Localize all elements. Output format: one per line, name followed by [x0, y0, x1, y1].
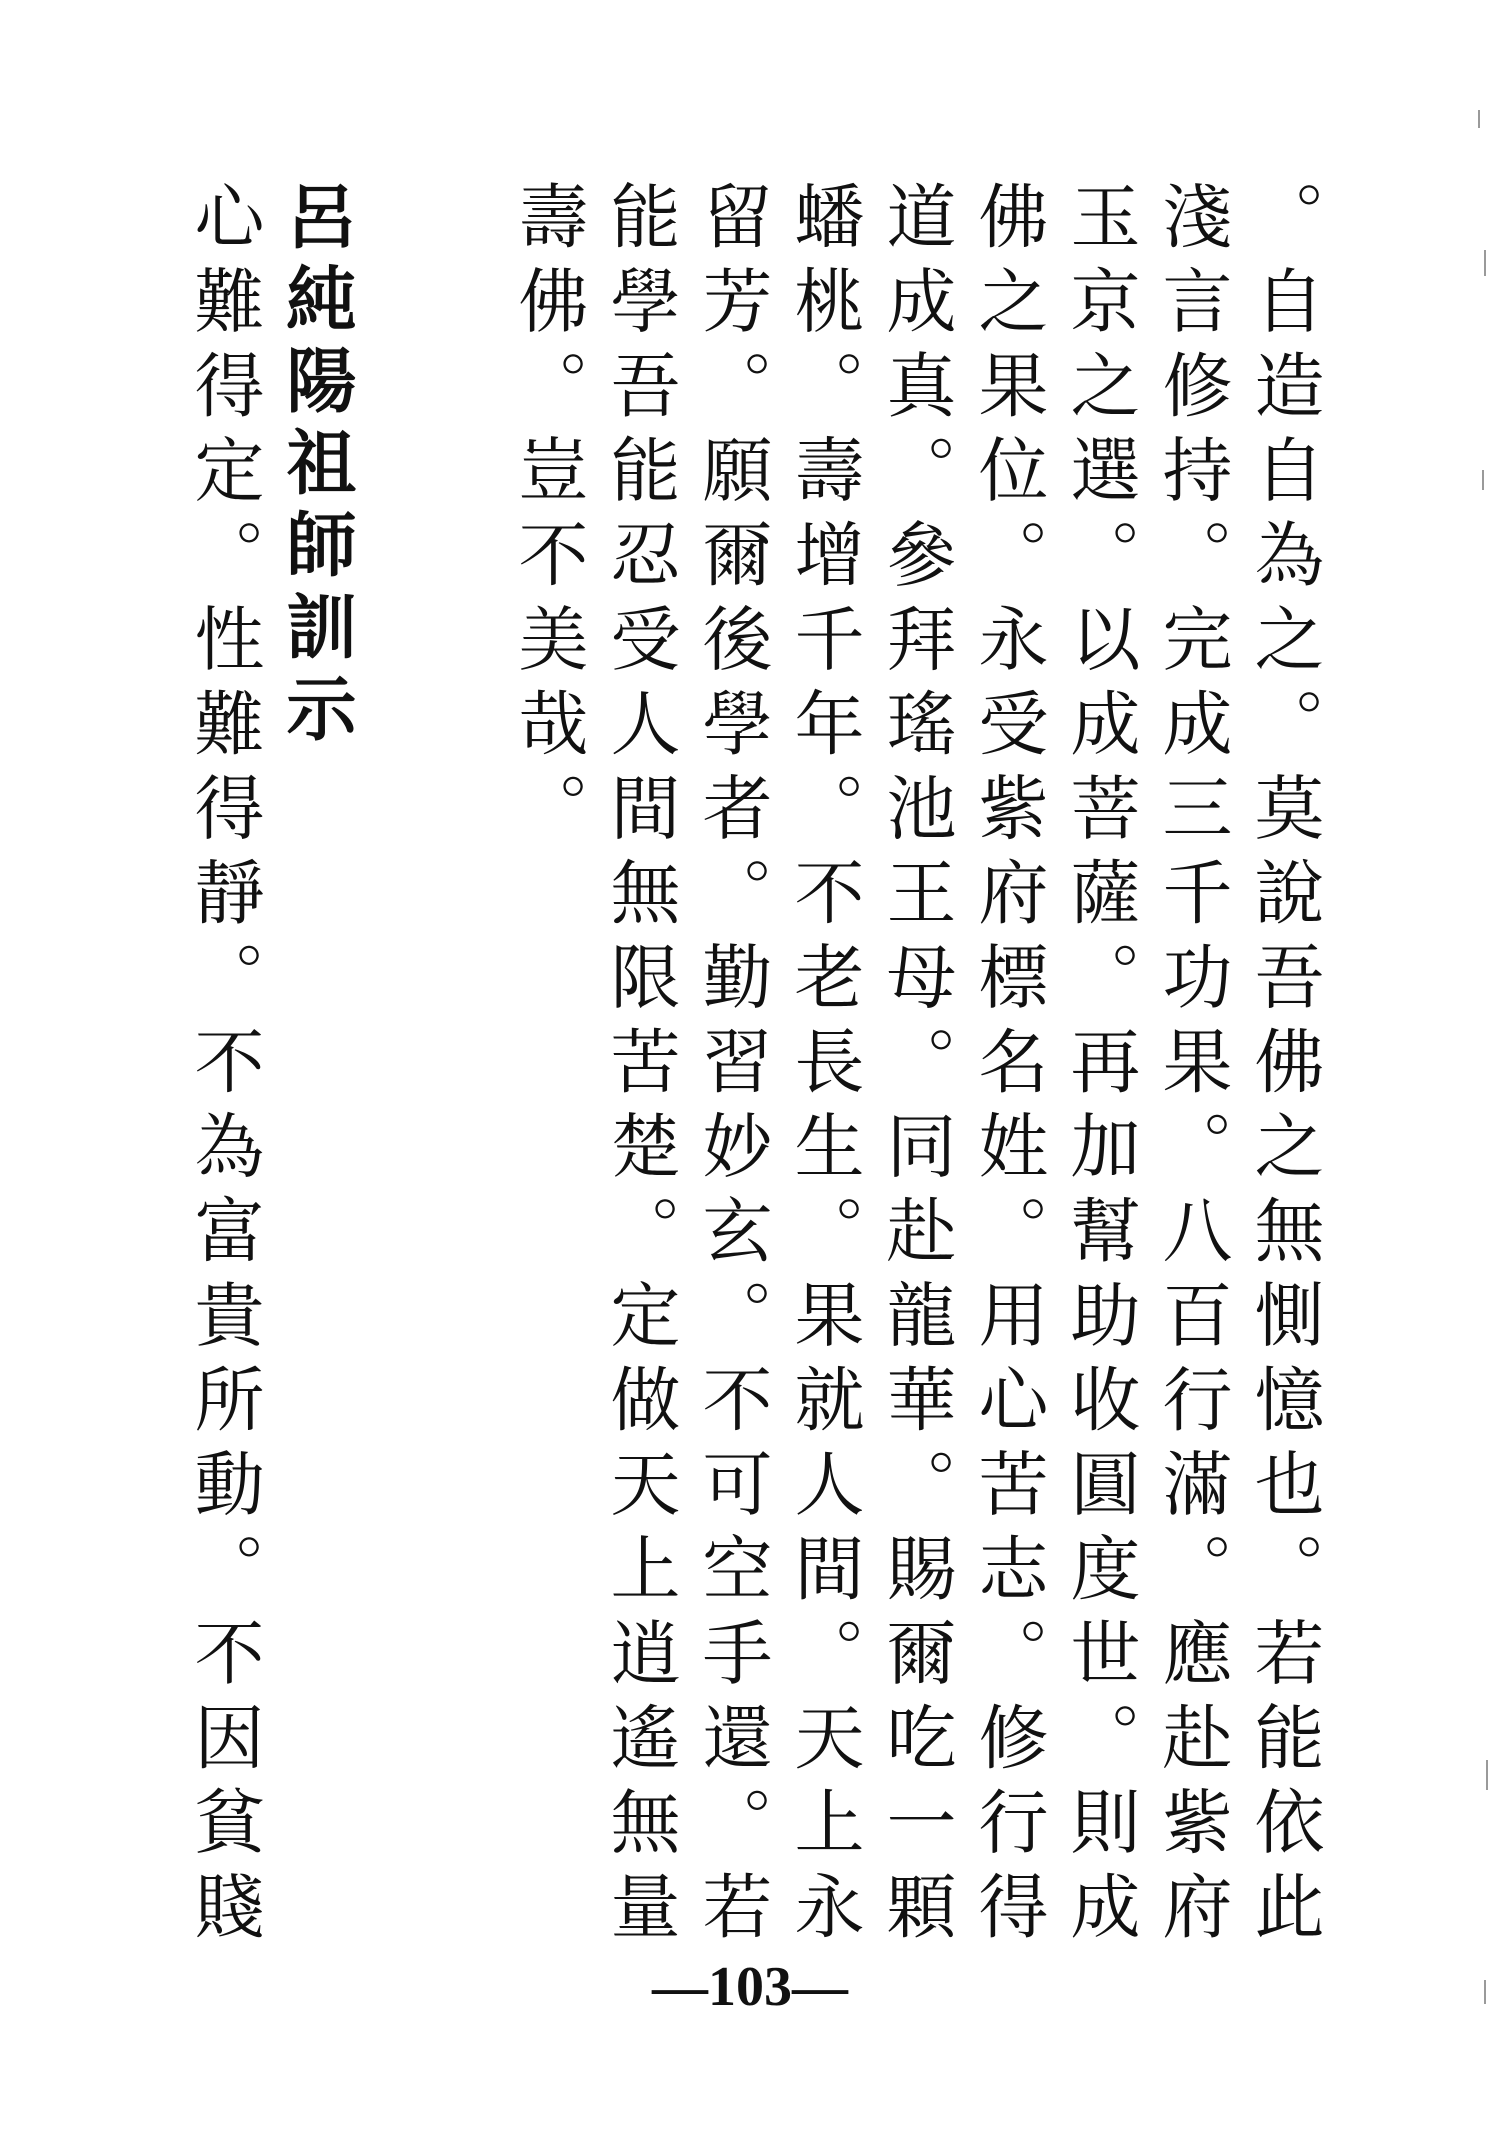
- text-column-3: 玉京之選。以成菩薩。再加幫助收圓度世。則成: [1059, 180, 1141, 1955]
- text-column-10: 心難得定。性難得靜。不為富貴所動。不因貧賤: [183, 180, 265, 1955]
- text-column-6: 蟠桃。壽增千年。不老長生。果就人間。天上永: [783, 180, 865, 1955]
- edge-speck: [1478, 110, 1480, 128]
- text-column-8: 能學吾能忍受人間無限苦楚。定做天上逍遙無量: [599, 180, 681, 1955]
- edge-speck: [1482, 470, 1484, 490]
- edge-speck: [1484, 1980, 1486, 2004]
- text-column-9: 壽佛。豈不美哉。: [507, 180, 589, 856]
- edge-speck: [1484, 250, 1486, 276]
- text-column-2: 淺言修持。完成三千功果。八百行滿。應赴紫府: [1151, 180, 1233, 1955]
- page-number: —103—: [652, 1956, 848, 2018]
- text-column-4: 佛之果位。永受紫府標名姓。用心苦志。修行得: [967, 180, 1049, 1955]
- text-column-5: 道成真。參拜瑤池王母。同赴龍華。賜爾吃一顆: [875, 180, 957, 1955]
- text-column-7: 留芳。願爾後學者。勤習妙玄。不可空手還。若: [691, 180, 773, 1955]
- text-column-1: 。自造自為之。莫說吾佛之無惻憶也。若能依此: [1243, 180, 1325, 1955]
- edge-speck: [1486, 1760, 1488, 1790]
- section-heading: 呂純陽祖師訓示: [275, 180, 357, 754]
